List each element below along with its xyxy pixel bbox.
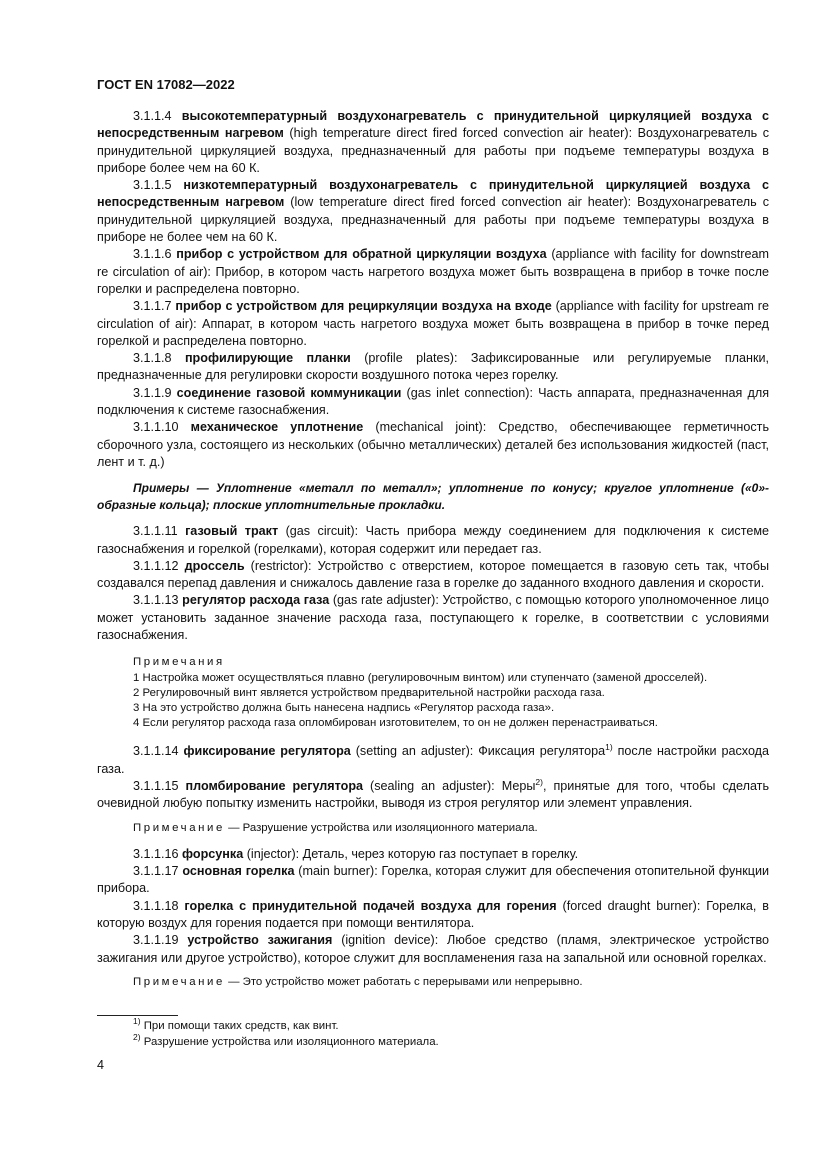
definition-3-1-1-6: 3.1.1.6 прибор с устройством для обратной циркуляции воздуха (appliance with facility for downstream re circulation of air): Прибор, в котором часть нагретого воздуха может быть возвращена в прибор в точке после горелки и распределена повторно.	[97, 247, 769, 296]
definition-3-1-1-16: 3.1.1.16 форсунка (injector): Деталь, через которую газ поступает в горелку.	[133, 846, 579, 861]
definition-3-1-1-18: 3.1.1.18 горелка с принудительной подачей воздуха для горения (forced draught burner): Горелка, в которую воздух для горения подается при помощи вентилятора.	[97, 898, 769, 930]
note-item: 4 Если регулятор расхода газа опломбирован изготовителем, то он не должен перенастраиваться.	[133, 717, 658, 730]
definition-3-1-1-8: 3.1.1.8 профилирующие планки (profile plates): Зафиксированные или регулируемые планки, предназначенные для регулировки скорости воздушного потока через горелку.	[97, 351, 769, 383]
definition-3-1-1-9: 3.1.1.9 соединение газовой коммуникации (gas inlet connection): Часть аппарата, предназначенная для подключения к системе газоснабжения.	[97, 385, 770, 418]
definition-3-1-1-19: 3.1.1.19 устройство зажигания (ignition device): Любое средство (пламя, электрическое устройство зажигания или другое устройство), которое служит для воспламенения газа на запальной или основной горелках.	[97, 933, 770, 965]
page-header-standard: ГОСТ EN 17082—2022	[97, 77, 235, 92]
definition-3-1-1-4: 3.1.1.4 высокотемпературный воздухонагреватель с принудительной циркуляцией воздуха с непосредственным нагревом (high temperature direct fired forced convection air heater): Воздухонагреватель с принудительной циркуляцией воздуха, предназначенный для работы при подъеме температуры воздуха в приборе более чем на 60 К.	[97, 109, 769, 175]
note-item: 3 На это устройство должна быть нанесена надпись «Регулятор расхода газа».	[133, 701, 555, 714]
definition-3-1-1-12: 3.1.1.12 дроссель (restrictor): Устройство с отверстием, которое помещается в газовую сеть так, чтобы создавался перепад давления и снижалось давление газа в горелке до заданного входного давления и скорости.	[97, 558, 770, 591]
example-paragraph: Примеры — Уплотнение «металл по металл»; уплотнение по конусу; круглое уплотнение («0»-образные кольца); плоские уплотнительные прокладки.	[97, 481, 769, 512]
note-ignition: Примечание — Это устройство может работать с перерывами или непрерывно.	[133, 975, 583, 988]
definition-3-1-1-13: 3.1.1.13 регулятор расхода газа (gas rate adjuster): Устройство, с помощью которого уполномоченное лицо может установить заданное значение расхода газа, поступающего к горелке, в соответствии с условиями газоснабжения.	[97, 593, 769, 643]
note-item: 1 Настройка может осуществляться плавно (регулировочным винтом) или ступенчато (заменой дросселей).	[133, 671, 708, 684]
footnote-ref-1[interactable]: 1)	[605, 742, 613, 753]
footnote-ref-2[interactable]: 2)	[535, 776, 543, 787]
definition-3-1-1-17: 3.1.1.17 основная горелка (main burner): Горелка, которая служит для обеспечения отопительной функции прибора.	[97, 864, 770, 896]
notes-block	[133, 655, 769, 731]
footnote-2: $^{2)}$ Разрушение устройства или изоляционного материала.	[133, 1031, 439, 1048]
definition-3-1-1-5: 3.1.1.5 низкотемпературный воздухонагреватель с принудительной циркуляцией воздуха с непосредственным нагревом (low temperature direct fired forced convection air heater): Воздухонагреватель с принудительной циркуляцией воздуха, предназначенный для работы при подъеме температуры воздуха в приборе не более чем на 60 К.	[97, 178, 769, 245]
document-body	[97, 108, 769, 1000]
notes-label: Примечания	[133, 656, 225, 669]
note-item: 2 Регулировочный винт является устройством предварительной настройки расхода газа.	[133, 686, 605, 699]
page-number: 4	[97, 1058, 105, 1072]
footnotes	[133, 1016, 439, 1050]
definition-3-1-1-15: 3.1.1.15 пломбирование регулятора (sealing an adjuster): Меры$^{2)}$, принятые для того, чтобы сделать очевидной любую попытку изменить настройки, выводя из строя регулятор или элемент управления.	[97, 776, 770, 811]
footnote-1: $^{1)}$ При помощи таких средств, как винт.	[133, 1016, 339, 1032]
definition-3-1-1-14: 3.1.1.14 фиксирование регулятора (setting an adjuster): Фиксация регулятора$^{1)}$ после настройки расхода газа.	[97, 742, 770, 776]
definition-3-1-1-10: 3.1.1.10 механическое уплотнение (mechanical joint): Средство, обеспечивающее герметичность сборочного узла, состоящего из нескольких (обычно металлических) деталей без использования жидкостей (паст, лент и т. д.)	[97, 420, 770, 469]
definition-3-1-1-11: 3.1.1.11 газовый тракт (gas circuit): Часть прибора между соединением для подключения к системе газоснабжения и горелкой (горелками), которая содержит или передает газ.	[97, 524, 769, 556]
note-sealing: Примечание — Разрушение устройства или изоляционного материала.	[133, 821, 538, 834]
definition-3-1-1-7: 3.1.1.7 прибор с устройством для рециркуляции воздуха на входе (appliance with facility for upstream re circulation of air): Аппарат, в котором часть нагретого воздуха может быть возвращена в прибор в точке перед горелкой и распределена повторно.	[97, 299, 769, 348]
